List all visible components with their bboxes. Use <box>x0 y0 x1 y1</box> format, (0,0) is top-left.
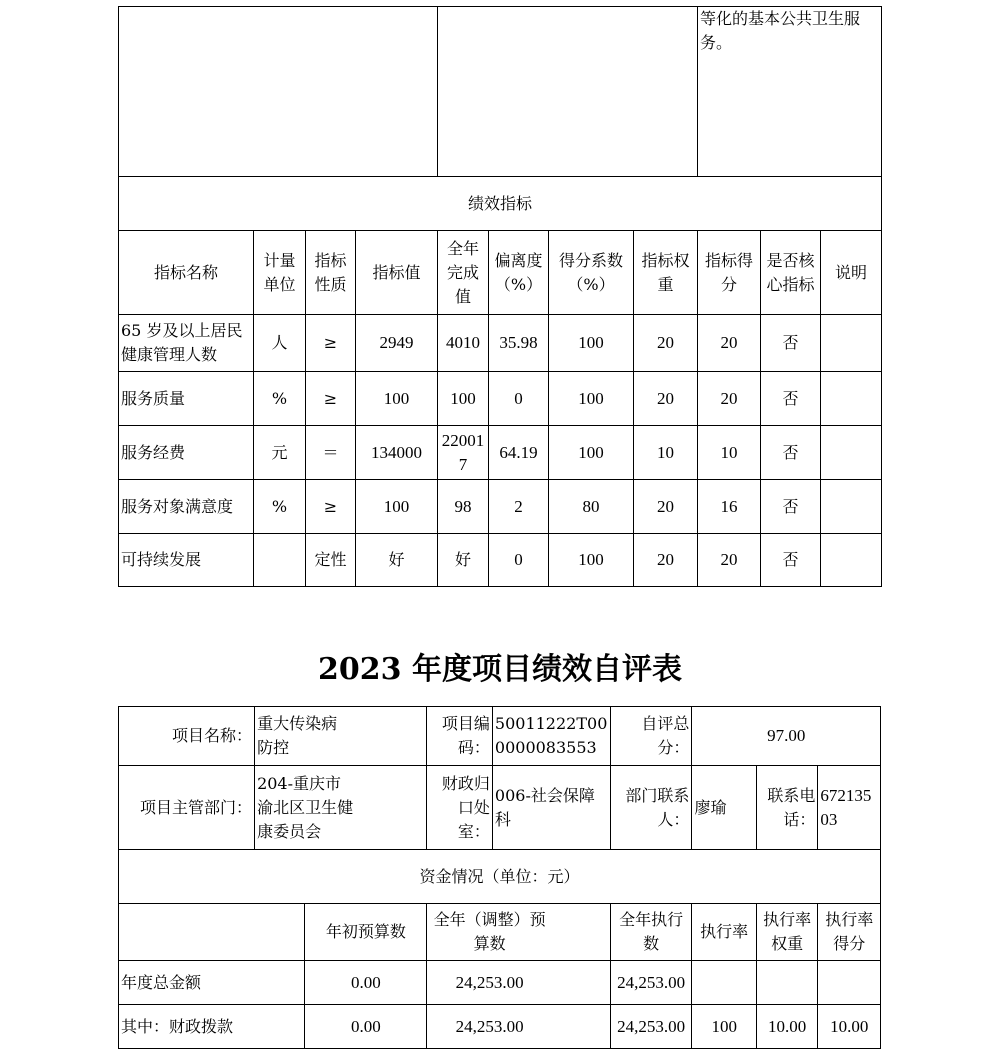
header-cell: 指标得分 <box>698 231 761 315</box>
project-name: 重大传染病防控 <box>255 707 427 766</box>
self-score-label: 自评总分： <box>610 707 692 766</box>
contact-label: 部门联系人： <box>610 766 692 850</box>
core-cell: 否 <box>761 315 821 372</box>
score-cell: 16 <box>698 480 761 534</box>
note-cell <box>821 315 882 372</box>
actual-cell: 220017 <box>438 426 489 480</box>
nature-cell: ≥ <box>306 315 356 372</box>
actual-cell: 4010 <box>438 315 489 372</box>
header-cell: 说明 <box>821 231 882 315</box>
header-cell: 全年完成值 <box>438 231 489 315</box>
unit-cell: % <box>254 480 306 534</box>
indicator-name: 可持续发展 <box>119 534 254 587</box>
table-row <box>119 1005 881 1049</box>
document-title: 2023 年度项目绩效自评表 <box>318 652 682 687</box>
project-name-label: 项目名称： <box>119 707 255 766</box>
table-row <box>119 315 882 372</box>
fund-header: 年初预算数 <box>305 904 427 961</box>
nature-cell: ≥ <box>306 372 356 426</box>
header-cell: 指标权重 <box>634 231 698 315</box>
fund-row-label: 其中：财政拨款 <box>119 1005 305 1049</box>
initial-budget-cell: 0.00 <box>305 961 427 1005</box>
core-cell: 否 <box>761 534 821 587</box>
score-cell: 20 <box>698 315 761 372</box>
coef-cell: 100 <box>549 315 634 372</box>
header-cell: 指标值 <box>356 231 438 315</box>
project-code-label: 项目编码： <box>427 707 493 766</box>
indicator-name: 服务经费 <box>119 426 254 480</box>
core-cell: 否 <box>761 372 821 426</box>
actual-cell: 好 <box>438 534 489 587</box>
unit-cell: % <box>254 372 306 426</box>
score-cell: 10 <box>698 426 761 480</box>
target-cell: 100 <box>356 372 438 426</box>
executed-cell: 24,253.00 <box>610 1005 692 1049</box>
target-cell: 2949 <box>356 315 438 372</box>
fund-header: 执行率 <box>692 904 757 961</box>
header-cell: 是否核心指标 <box>761 231 821 315</box>
indicator-name: 服务对象满意度 <box>119 480 254 534</box>
indicator-name: 服务质量 <box>119 372 254 426</box>
header-cell: 指标性质 <box>306 231 356 315</box>
finance-label: 财政归口处室： <box>427 766 493 850</box>
self-score-value: 97.00 <box>692 707 881 766</box>
coef-cell: 100 <box>549 426 634 480</box>
deviation-cell: 0 <box>489 534 549 587</box>
fund-header: 执行率得分 <box>818 904 881 961</box>
coef-cell: 100 <box>549 372 634 426</box>
nature-cell: ＝ <box>306 426 356 480</box>
deviation-cell: 64.19 <box>489 426 549 480</box>
header-cell: 得分系数（%） <box>549 231 634 315</box>
unit-cell: 人 <box>254 315 306 372</box>
nature-cell: 定性 <box>306 534 356 587</box>
phone-value: 67213503 <box>818 766 881 850</box>
rate-weight-cell <box>756 961 817 1005</box>
core-cell: 否 <box>761 480 821 534</box>
funds-section-title: 资金情况（单位：元） <box>119 850 881 904</box>
coef-cell: 80 <box>549 480 634 534</box>
fund-header-blank <box>119 904 305 961</box>
table-row <box>119 372 882 426</box>
fund-row-label: 年度总金额 <box>119 961 305 1005</box>
deviation-cell: 0 <box>489 372 549 426</box>
note-cell <box>821 372 882 426</box>
coef-cell: 100 <box>549 534 634 587</box>
actual-cell: 100 <box>438 372 489 426</box>
note-cell <box>821 480 882 534</box>
rate-score-cell <box>818 961 881 1005</box>
note-cell <box>821 534 882 587</box>
core-cell: 否 <box>761 426 821 480</box>
header-cell: 偏离度（%） <box>489 231 549 315</box>
dept-value: 204-重庆市渝北区卫生健康委员会 <box>255 766 427 850</box>
table-row <box>119 961 881 1005</box>
finance-value: 006-社会保障科 <box>492 766 610 850</box>
header-cell: 指标名称 <box>119 231 254 315</box>
deviation-cell: 35.98 <box>489 315 549 372</box>
nature-cell: ≥ <box>306 480 356 534</box>
rate-cell <box>692 961 757 1005</box>
executed-cell: 24,253.00 <box>610 961 692 1005</box>
target-cell: 100 <box>356 480 438 534</box>
dept-label: 项目主管部门： <box>119 766 255 850</box>
weight-cell: 20 <box>634 315 698 372</box>
blank-cell <box>438 7 698 177</box>
contact-value: 廖瑜 <box>692 766 757 850</box>
performance-indicator-table <box>118 6 882 587</box>
initial-budget-cell: 0.00 <box>305 1005 427 1049</box>
phone-label: 联系电话： <box>756 766 817 850</box>
fund-header: 执行率权重 <box>756 904 817 961</box>
header-cell: 计量单位 <box>254 231 306 315</box>
indicator-name: 65 岁及以上居民健康管理人数 <box>119 315 254 372</box>
fund-header: 全年（调整）预算数 <box>427 904 610 961</box>
target-cell: 134000 <box>356 426 438 480</box>
table-row <box>119 426 882 480</box>
fund-header: 全年执行数 <box>610 904 692 961</box>
adjusted-budget-cell: 24,253.00 <box>427 1005 610 1049</box>
blank-cell <box>119 7 438 177</box>
rate-score-cell: 10.00 <box>818 1005 881 1049</box>
rate-weight-cell: 10.00 <box>756 1005 817 1049</box>
continuation-text: 等化的基本公共卫生服务。 <box>698 7 882 177</box>
actual-cell: 98 <box>438 480 489 534</box>
weight-cell: 20 <box>634 480 698 534</box>
table-row <box>119 480 882 534</box>
weight-cell: 20 <box>634 534 698 587</box>
unit-cell <box>254 534 306 587</box>
target-cell: 好 <box>356 534 438 587</box>
weight-cell: 20 <box>634 372 698 426</box>
project-self-evaluation-table <box>118 706 881 1049</box>
project-code: 50011222T000000083553 <box>492 707 610 766</box>
table-row <box>119 534 882 587</box>
section-title-indicators: 绩效指标 <box>119 177 882 231</box>
note-cell <box>821 426 882 480</box>
unit-cell: 元 <box>254 426 306 480</box>
adjusted-budget-cell: 24,253.00 <box>427 961 610 1005</box>
deviation-cell: 2 <box>489 480 549 534</box>
score-cell: 20 <box>698 372 761 426</box>
score-cell: 20 <box>698 534 761 587</box>
weight-cell: 10 <box>634 426 698 480</box>
rate-cell: 100 <box>692 1005 757 1049</box>
